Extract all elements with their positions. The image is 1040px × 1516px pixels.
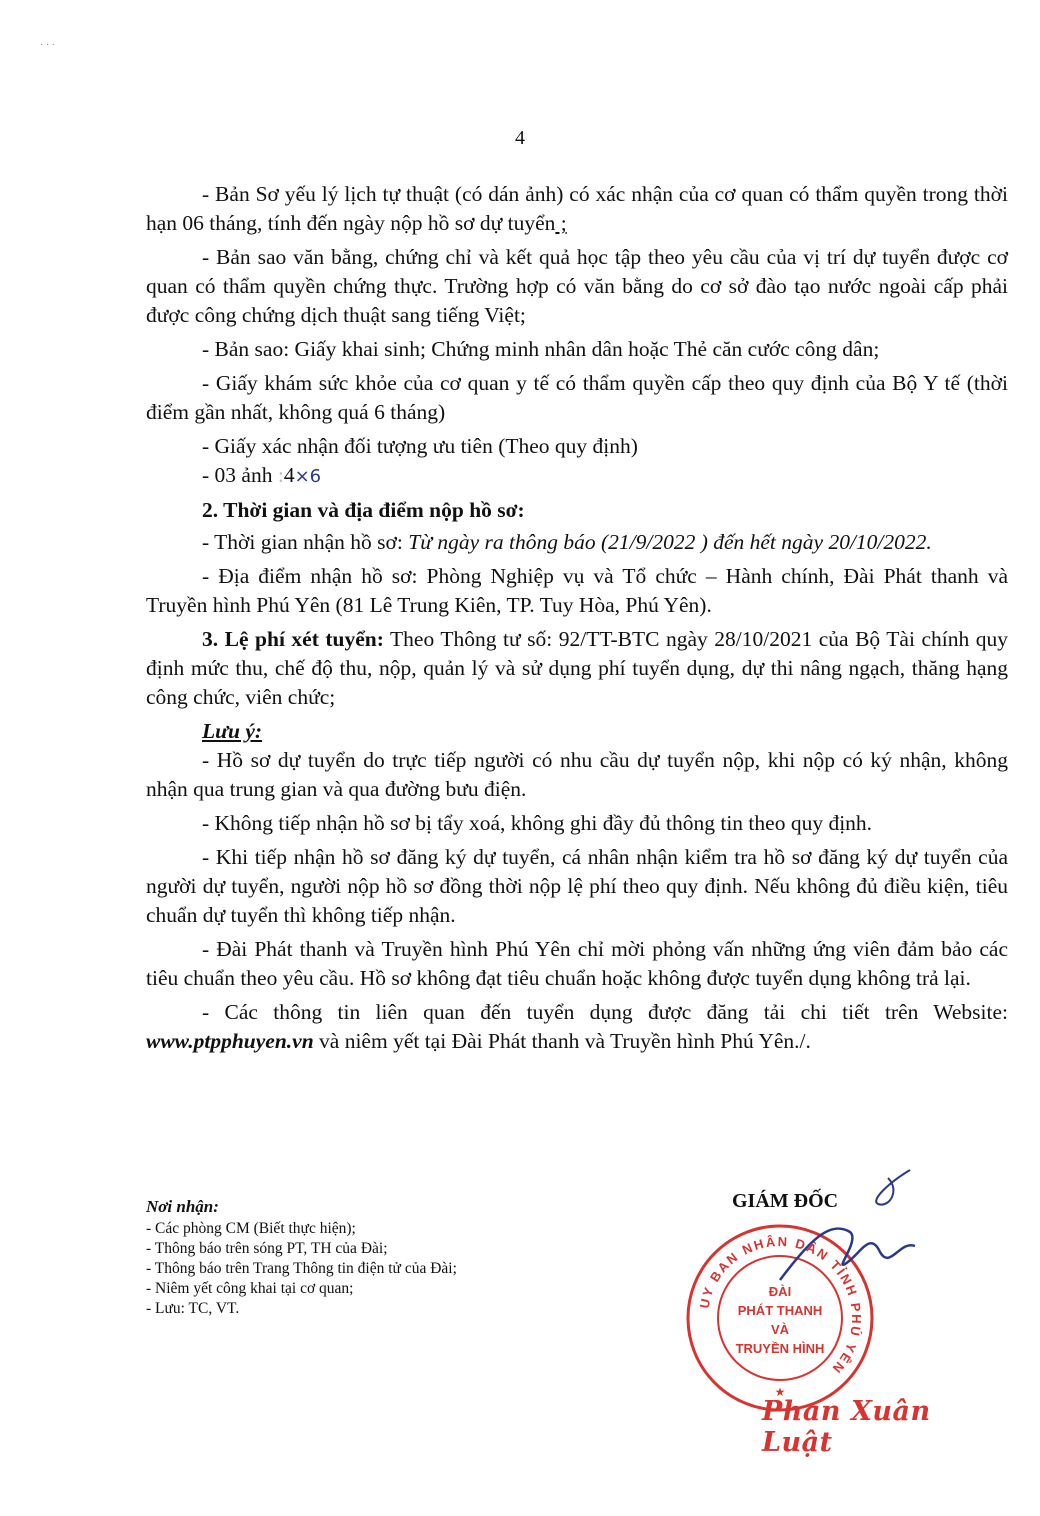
list-item: - Bản sao văn bằng, chứng chỉ và kết quả học tập theo yêu cầu của vị trí dự tuyển được cơ quan có thẩm quyền chứng thực. Trường hợp có văn bằng do cơ sở đào tạo nước ngoài cấp phải được công chứng dịch thuật sang tiếng Việt; bbox=[146, 245, 1008, 327]
recipient-item: - Các phòng CM (Biết thực hiện); bbox=[146, 1220, 356, 1237]
recipients-title: Nơi nhận: bbox=[146, 1197, 219, 1216]
svg-text:VÀ: VÀ bbox=[770, 1322, 790, 1337]
signer-name: Phan Xuân Luật bbox=[762, 1396, 931, 1458]
svg-text:PHÁT THANH: PHÁT THANH bbox=[737, 1303, 823, 1318]
notes-title: Lưu ý: bbox=[202, 719, 263, 743]
note-item: - Đài Phát thanh và Truyền hình Phú Yên chỉ mời phỏng vấn những ứng viên đảm bảo các tiêu chuẩn theo yêu cầu. Hồ sơ không đạt tiêu chuẩn hoặc không được tuyển dụng không trả lại. bbox=[146, 937, 1008, 990]
recipient-item: - Niêm yết công khai tại cơ quan; bbox=[146, 1280, 354, 1297]
note-item: - Không tiếp nhận hồ sơ bị tẩy xoá, không ghi đầy đủ thông tin theo quy định. bbox=[202, 811, 873, 835]
website-link[interactable]: www.ptpphuyen.vn bbox=[146, 1029, 314, 1053]
section2-place: - Địa điểm nhận hồ sơ: Phòng Nghiệp vụ và Tổ chức – Hành chính, Đài Phát thanh và Truyền hình Phú Yên (81 Lê Trung Kiên, TP. Tuy Hòa, Phú Yên). bbox=[146, 564, 1008, 617]
handwritten-note: ×6 bbox=[294, 466, 322, 487]
list-item: - Giấy xác nhận đối tượng ưu tiên (Theo quy định) bbox=[202, 434, 638, 458]
photo-line: - 03 ảnh :4×6 bbox=[202, 463, 322, 487]
page-number: 4 bbox=[515, 127, 525, 149]
recipient-item: - Thông báo trên Trang Thông tin điện tử của Đài; bbox=[146, 1260, 457, 1277]
note-website: - Các thông tin liên quan đến tuyển dụng được đăng tải chi tiết trên Website: www.ptpphuyen.vn và niêm yết tại Đài Phát thanh và Truyền hình Phú Yên./. bbox=[146, 1000, 1008, 1053]
recipient-item: - Lưu: TC, VT. bbox=[146, 1300, 240, 1317]
note-item: - Khi tiếp nhận hồ sơ đăng ký dự tuyển, cá nhân nhận kiểm tra hồ sơ đăng ký dự tuyển của người dự tuyển, người nộp hồ sơ đồng thời nộp lệ phí theo quy định. Nếu không đủ điều kiện, tiêu chuẩn dự tuyển thì không tiếp nhận. bbox=[146, 845, 1008, 927]
svg-text:ĐÀI: ĐÀI bbox=[768, 1284, 792, 1299]
recipient-item: - Thông báo trên sóng PT, TH của Đài; bbox=[146, 1240, 388, 1257]
scan-specks: · · · bbox=[40, 40, 55, 51]
recipients-block bbox=[146, 1197, 566, 1319]
signer-title: GIÁM ĐỐC bbox=[732, 1190, 839, 1212]
document-body bbox=[146, 180, 1008, 1061]
section3-heading: 3. Lệ phí xét tuyển: bbox=[202, 627, 384, 651]
svg-text:★: ★ bbox=[774, 1385, 786, 1399]
section2-time: - Thời gian nhận hồ sơ: Từ ngày ra thông báo (21/9/2022 ) đến hết ngày 20/10/2022. bbox=[202, 530, 932, 554]
svg-text:UY BAN NHÂN DÂN TỈNH PHÚ YÊN: UY BAN NHÂN DÂN TỈNH PHÚ YÊN bbox=[696, 1233, 865, 1378]
section2-heading: 2. Thời gian và địa điểm nộp hồ sơ: bbox=[202, 498, 525, 522]
section3-paragraph: 3. Lệ phí xét tuyển: Theo Thông tư số: 92/TT-BTC ngày 28/10/2021 của Bộ Tài chính quy định mức thu, chế độ thu, nộp, quản lý và sử dụng phí tuyển dụng, dự thi nâng ngạch, thăng hạng công chức, viên chức; bbox=[146, 627, 1008, 709]
svg-text:TRUYỀN HÌNH: TRUYỀN HÌNH bbox=[735, 1341, 825, 1356]
list-item: - Bản sao: Giấy khai sinh; Chứng minh nhân dân hoặc Thẻ căn cước công dân; bbox=[202, 337, 880, 361]
handwritten-signature bbox=[740, 1160, 960, 1300]
list-item: - Giấy khám sức khỏe của cơ quan y tế có thẩm quyền cấp theo quy định của Bộ Y tế (thời điểm gần nhất, không quá 6 tháng) bbox=[146, 371, 1008, 424]
note-item: - Hồ sơ dự tuyển do trực tiếp người có nhu cầu dự tuyển nộp, khi nộp có ký nhận, không nhận qua trung gian và qua đường bưu điện. bbox=[146, 748, 1008, 801]
list-item: - Bản Sơ yếu lý lịch tự thuật (có dán ảnh) có xác nhận của cơ quan có thẩm quyền trong thời hạn 06 tháng, tính đến ngày nộp hồ sơ dự tuyển ; bbox=[146, 182, 1008, 235]
